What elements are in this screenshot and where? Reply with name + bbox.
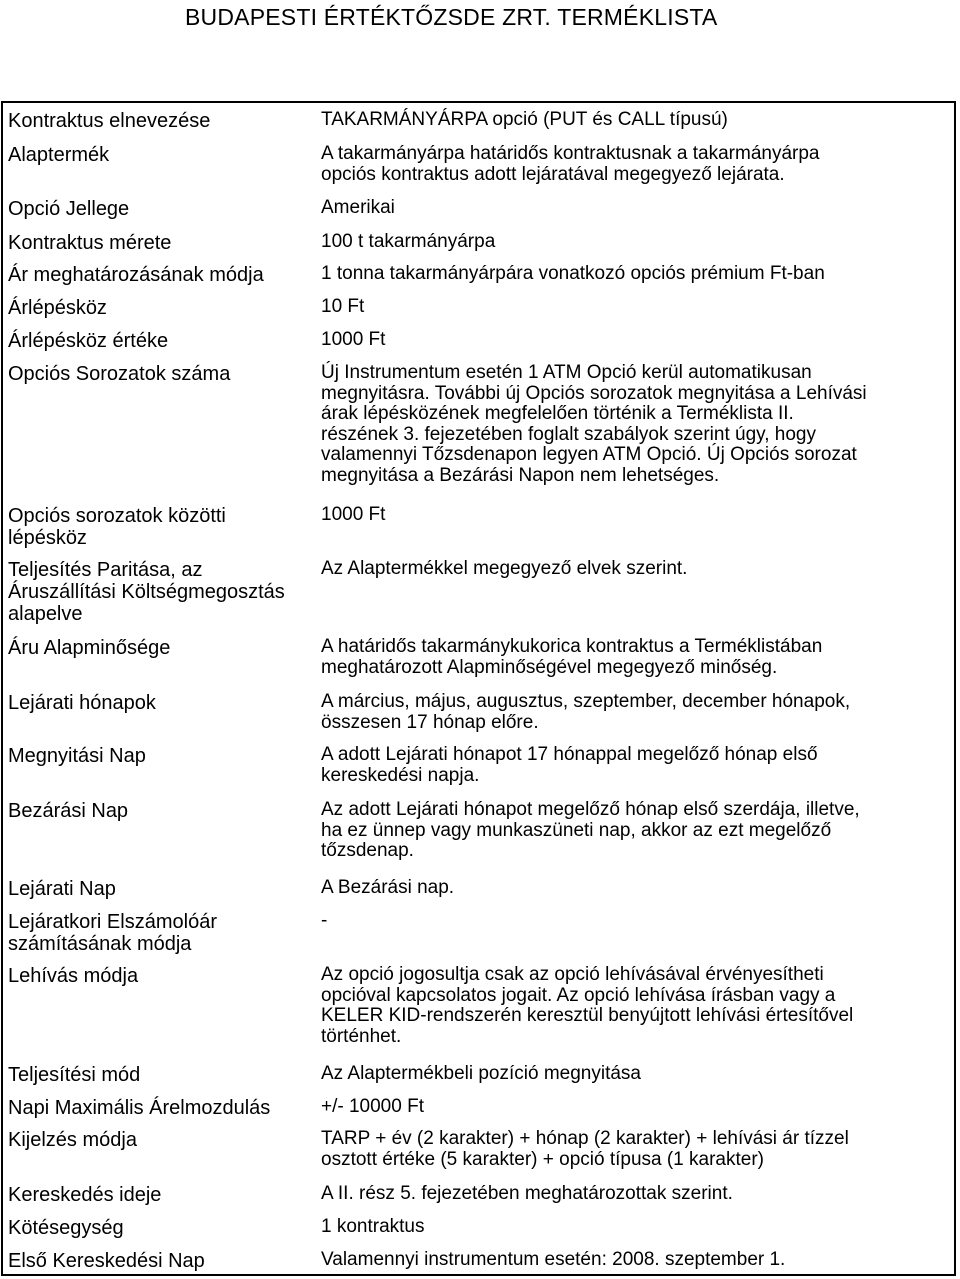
row-value: [321, 559, 951, 580]
row-value-line: megnyitásra. További új Opciós sorozatok megnyitása a Lehívási: [321, 382, 867, 404]
row-value-line: Az Alaptermékkel megegyező elvek szerint.: [321, 558, 688, 579]
row-label-line: Megnyitási Nap: [8, 745, 146, 767]
row-value-line: Az opció jogosultja csak az opció lehívásával érvényesítheti: [321, 964, 824, 985]
row-label: [8, 1184, 308, 1206]
row-value-line: ha ez ünnep vagy munkaszüneti nap, akkor az ezt megelőző: [321, 819, 832, 841]
row-label: [8, 363, 308, 385]
row-label-line: Kötésegység: [8, 1217, 124, 1239]
row-label: [8, 505, 308, 549]
row-value-line: +/- 10000 Ft: [321, 1096, 424, 1117]
row-value-line: tőzsdenap.: [321, 840, 414, 861]
row-value: [321, 264, 951, 285]
row-value-line: A határidős takarmánykukorica kontraktus a Terméklistában: [321, 636, 823, 657]
row-value-line: 1 tonna takarmányárpára vonatkozó opciós prémium Ft-ban: [321, 263, 825, 284]
row-label: [8, 144, 308, 166]
row-value-line: 10 Ft: [321, 296, 365, 317]
row-label: [8, 1217, 308, 1239]
row-label: [8, 911, 308, 955]
row-label: [8, 232, 308, 254]
row-value: [321, 363, 951, 486]
row-label-line: Teljesítési mód: [8, 1064, 141, 1086]
row-label: [8, 745, 308, 767]
row-value-line: A takarmányárpa határidős kontraktusnak a takarmányárpa: [321, 143, 820, 164]
row-label-line: Árlépésköz értéke: [8, 330, 169, 352]
row-value-line: osztott értéke (5 karakter) + opció típusa (1 karakter): [321, 1148, 764, 1170]
row-value-line: Az Alaptermékbeli pozíció megnyitása: [321, 1063, 641, 1084]
document-title: BUDAPESTI ÉRTÉKTŐZSDE ZRT. TERMÉKLISTA: [185, 4, 718, 30]
row-value: [321, 692, 951, 733]
row-value: [321, 637, 951, 678]
row-value-line: meghatározott Alapminőségével megegyező minőség.: [321, 656, 778, 678]
row-value: [321, 330, 951, 351]
row-value: [321, 232, 951, 253]
row-label-line: Bezárási Nap: [8, 800, 129, 822]
row-value: [321, 800, 951, 862]
row-value-line: A március, május, augusztus, szeptember, december hónapok,: [321, 691, 851, 712]
row-value-line: TAKARMÁNYÁRPA opció (PUT és CALL típusú): [321, 109, 728, 130]
row-value: [321, 297, 951, 318]
row-value-line: KELER KID-rendszerén keresztül benyújtott lehívási értesítővel: [321, 1005, 854, 1026]
row-label: [8, 297, 308, 319]
row-label: [8, 878, 308, 900]
row-value-line: 1000 Ft: [321, 504, 386, 525]
row-value-line: részének 3. fejezetében foglalt szabályok szerint úgy, hogy: [321, 423, 816, 445]
row-value: [321, 1184, 951, 1205]
row-value: [321, 878, 951, 899]
row-value: [321, 1250, 951, 1271]
row-value-line: árak lépésközének megfelelően történik a Terméklista II.: [321, 403, 794, 424]
row-label-line: Opciós Sorozatok száma: [8, 363, 231, 385]
row-label-line: Áruszállítási Költségmegosztás: [8, 581, 285, 603]
row-value-line: Amerikai: [321, 197, 395, 218]
row-value-line: -: [321, 910, 328, 931]
row-value-line: Valamennyi instrumentum esetén: 2008. szeptember 1.: [321, 1249, 786, 1270]
row-label: [8, 1129, 308, 1151]
row-label-line: Napi Maximális Árelmozdulás: [8, 1097, 271, 1119]
row-value-line: A Bezárási nap.: [321, 877, 455, 898]
row-value-line: valamennyi Tőzsdenapon legyen ATM Opció. Új Opciós sorozat: [321, 444, 857, 465]
row-label-line: Opciós sorozatok közötti: [8, 505, 226, 527]
row-label: [8, 1064, 308, 1086]
row-label-line: lépésköz: [8, 527, 87, 549]
row-value-line: 1000 Ft: [321, 329, 386, 350]
row-label-line: Lejárati hónapok: [8, 692, 156, 714]
row-value-line: 100 t takarmányárpa: [321, 231, 496, 252]
row-label-line: alapelve: [8, 603, 83, 625]
row-value-line: A adott Lejárati hónapot 17 hónappal megelőző hónap első: [321, 744, 818, 765]
row-label-line: Kijelzés módja: [8, 1129, 137, 1151]
row-value-line: történhet.: [321, 1025, 402, 1047]
row-label: [8, 110, 308, 132]
row-label: [8, 559, 308, 625]
row-value-line: Új Instrumentum esetén 1 ATM Opció kerül automatikusan: [321, 362, 812, 383]
row-label-line: Teljesítés Paritása, az: [8, 559, 203, 581]
row-label-line: Áru Alapminősége: [8, 637, 171, 659]
row-value: [321, 198, 951, 219]
row-label-line: Első Kereskedési Nap: [8, 1250, 205, 1272]
row-label-line: Alaptermék: [8, 144, 110, 166]
row-value: [321, 110, 951, 131]
row-label: [8, 692, 308, 714]
row-label: [8, 637, 308, 659]
row-value: [321, 1217, 951, 1238]
row-value: [321, 911, 951, 932]
row-label: [8, 1250, 308, 1272]
row-label: [8, 965, 308, 987]
row-value-line: TARP + év (2 karakter) + hónap (2 karakter) + lehívási ár tízzel: [321, 1128, 849, 1149]
row-value: [321, 144, 951, 185]
row-label-line: Kereskedés ideje: [8, 1184, 162, 1206]
row-label-line: Kontraktus elnevezése: [8, 110, 211, 132]
row-label: [8, 264, 308, 286]
row-label: [8, 330, 308, 352]
row-label: [8, 198, 308, 220]
row-value: [321, 1064, 951, 1085]
row-value: [321, 1097, 951, 1118]
row-value: [321, 965, 951, 1047]
row-value-line: megnyitása a Bezárási Napon nem lehetséges.: [321, 464, 720, 486]
row-label-line: Lejáratkori Elszámolóár: [8, 911, 217, 933]
row-value-line: kereskedési napja.: [321, 764, 480, 786]
row-value-line: A II. rész 5. fejezetében meghatározottak szerint.: [321, 1183, 733, 1204]
row-label-line: számításának módja: [8, 933, 192, 955]
row-value: [321, 1129, 951, 1170]
row-label-line: Opció Jellege: [8, 198, 130, 220]
row-value: [321, 745, 951, 786]
row-label-line: Lejárati Nap: [8, 878, 116, 900]
row-label: [8, 1097, 308, 1119]
row-value-line: összesen 17 hónap előre.: [321, 711, 539, 733]
row-label: [8, 800, 308, 822]
row-label-line: Árlépésköz: [8, 297, 107, 319]
row-value: [321, 505, 951, 526]
row-value-line: 1 kontraktus: [321, 1216, 425, 1237]
row-label-line: Ár meghatározásának módja: [8, 264, 264, 286]
row-label-line: Lehívás módja: [8, 965, 139, 987]
row-value-line: opciós kontraktus adott lejáratával megegyező lejárata.: [321, 163, 785, 185]
row-value-line: Az adott Lejárati hónapot megelőző hónap első szerdája, illetve,: [321, 799, 860, 820]
row-value-line: opcióval kapcsolatos jogait. Az opció lehívása írásban vagy a: [321, 984, 836, 1006]
row-label-line: Kontraktus mérete: [8, 232, 172, 254]
